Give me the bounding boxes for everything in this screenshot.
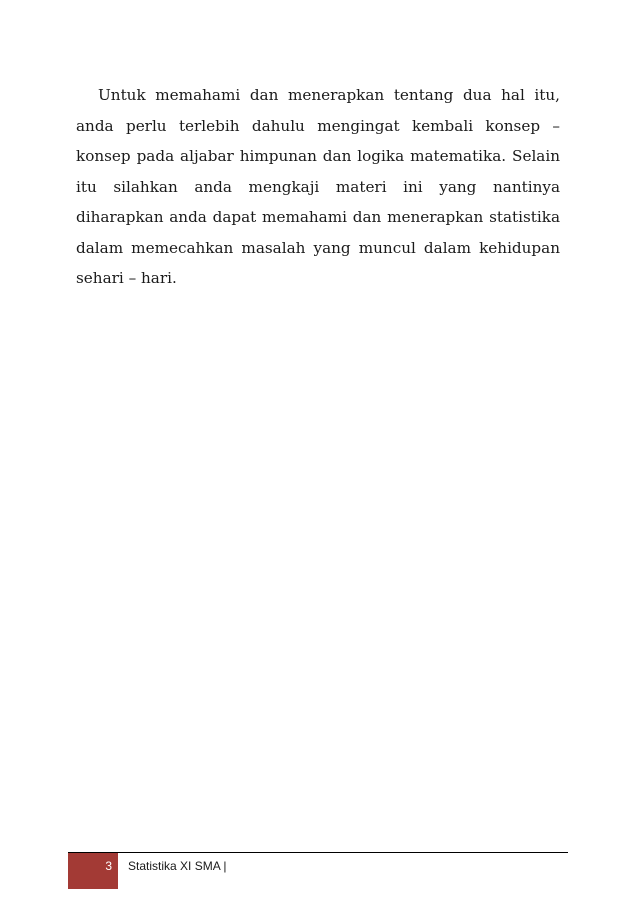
paragraph-line: itu silahkan anda mengkaji materi ini yang nantinya <box>76 177 560 196</box>
paragraph-line: Untuk memahami dan menerapkan tentang dua hal itu, <box>98 86 560 104</box>
footer-title: Statistika XI SMA | <box>128 859 227 873</box>
body-paragraph <box>76 80 560 294</box>
paragraph-line: anda perlu terlebih dahulu mengingat kembali konsep – <box>76 116 560 135</box>
page-number-box <box>68 853 118 889</box>
paragraph-line: dalam memecahkan masalah yang muncul dalam kehidupan <box>76 238 560 257</box>
page-footer <box>68 852 568 888</box>
page-number: 3 <box>105 859 112 873</box>
paragraph-line: sehari – hari. <box>76 269 177 287</box>
paragraph-line: konsep pada aljabar himpunan dan logika matematika. Selain <box>76 147 560 165</box>
footer-divider <box>68 852 568 853</box>
paragraph-line: diharapkan anda dapat memahami dan menerapkan statistika <box>76 208 560 226</box>
